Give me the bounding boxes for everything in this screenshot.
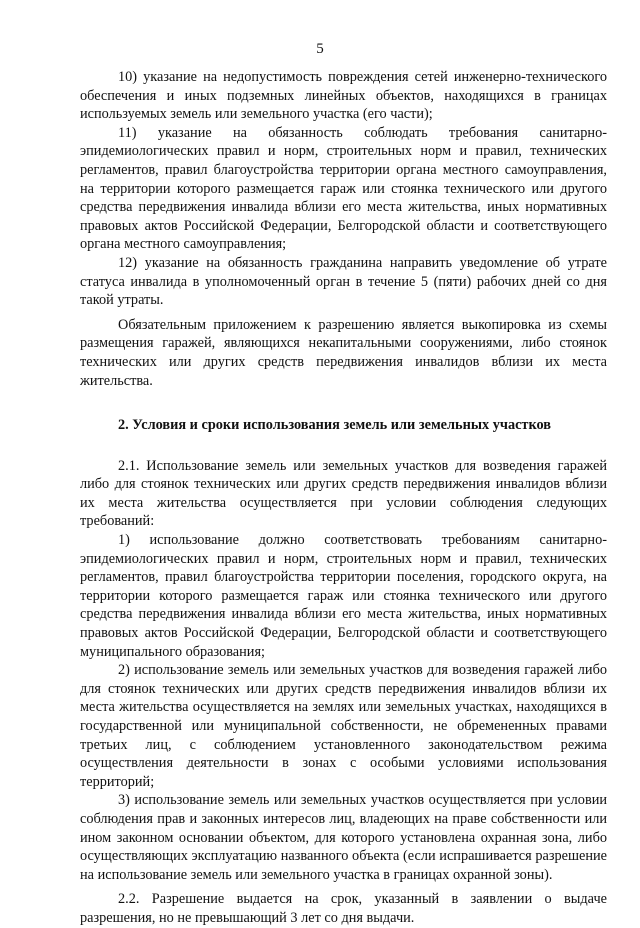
clause-2-1-intro: 2.1. Использование земель или земельных участков для возведения гаражей либо для стоянок технических или других средств передвижения инвалидов вблизи их места жительства осуществляется при условии соблюдения следующих требований: bbox=[80, 457, 607, 530]
attachment-note: Обязательным приложением к разрешению является выкопировка из схемы размещения гаражей, являющихся некапитальными сооружениями, либо стоянок технических или других средств передвижения инвалидов вблизи их места жительства. bbox=[80, 316, 607, 389]
intro-item-11: 11) указание на обязанность соблюдать требования санитарно-эпидемиологических правил и норм, строительных норм и правил, технических регламентов, правил благоустройства территории органа местного самоуправления, на территории которого размещается гараж или стоянка технического или другого средства передвижения инвалида вблизи его места жительства, иных нормативных правовых актов Российской Федерации, Белгородской области и соответствующего органа местного самоуправления; bbox=[80, 124, 607, 253]
section-2-heading: 2. Условия и сроки использования земель или земельных участков bbox=[118, 417, 552, 434]
intro-item-10: 10) указание на недопустимость повреждения сетей инженерно-технического обеспечения и иных подземных линейных объектов, находящихся в границах используемых земель или земельного участка (его части); bbox=[80, 69, 607, 123]
document-body bbox=[80, 68, 607, 928]
requirement-3: 3) использование земель или земельных участков осуществляется при условии соблюдения прав и законных интересов лиц, владеющих на праве собственности или ином законном основании объектом, для которого установлена охранная зона, либо осуществляющих эксплуатацию названного объекта (если испрашивается разрешение на использование земель или земельного участка в границах охранной зоны). bbox=[80, 792, 607, 883]
intro-item-12: 12) указание на обязанность гражданина направить уведомление об утрате статуса инвалида в уполномоченный орган в течение 5 (пяти) рабочих дней со дня такой утраты. bbox=[80, 254, 607, 309]
page-number: 5 bbox=[316, 41, 324, 57]
requirement-1: 1) использование должно соответствовать требованиям санитарно-эпидемиологических правил и норм, строительных норм и правил, технических регламентов, правил благоустройства территории поселения, городского округа, на территории которого размещается гараж или стоянка технического или другого средства передвижения инвалида вблизи его места жительства, иных нормативных правовых актов Российской Федерации, Белгородской области и соответствующего муниципального образования; bbox=[80, 532, 607, 660]
requirement-2: 2) использование земель или земельных участков для возведения гаражей либо для стоянок технических или других средств передвижения инвалидов вблизи их места жительства осуществляется на землях или земельных участках, находящихся в государственной или муниципальной собственности, не обремененных правами третьих лиц, с соблюдением установленного законодательством режима осуществления деятельности в зонах с особыми условиями использования территорий; bbox=[80, 662, 607, 790]
clause-2-2: 2.2. Разрешение выдается на срок, указанный в заявлении о выдаче разрешения, но не превышающий 3 лет со дня выдачи. bbox=[80, 891, 607, 926]
